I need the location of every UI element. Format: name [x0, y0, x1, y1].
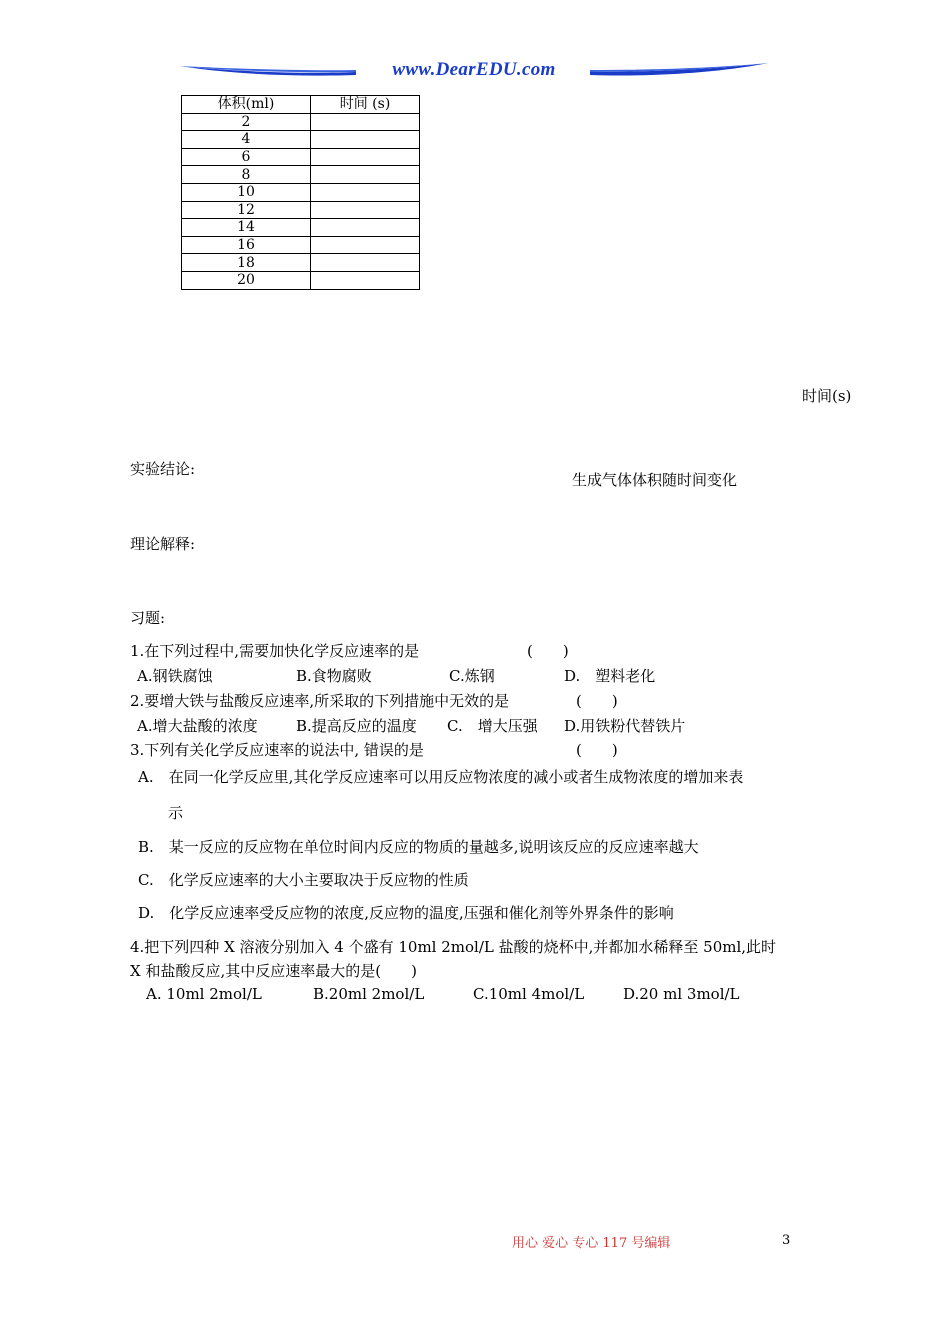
question-1-stem: 1.在下列过程中,需要加快化学反应速率的是 — [130, 642, 420, 660]
question-1-option-a: A.钢铁腐蚀 — [137, 667, 213, 685]
table-row — [182, 113, 420, 131]
volume-cell: 20 — [182, 271, 311, 289]
volume-cell: 8 — [182, 166, 311, 184]
volume-cell: 6 — [182, 148, 311, 166]
table-row — [182, 131, 420, 149]
site-logo-text: www.DearEDU.com — [392, 59, 556, 80]
question-2-option-a: A.增大盐酸的浓度 — [137, 717, 258, 735]
question-3-answer-bracket: ( ) — [576, 741, 618, 759]
question-3-option-c: C. 化学反应速率的大小主要取决于反应物的性质 — [138, 871, 469, 889]
question-4-option-a: A. 10ml 2mol/L — [146, 985, 262, 1003]
question-2-option-c: C. 增大压强 — [447, 717, 538, 735]
table-row — [182, 183, 420, 201]
question-3-option-d: D. 化学反应速率受反应物的浓度,反应物的温度,压强和催化剂等外界条件的影响 — [138, 904, 674, 922]
question-4-stem-line-1: 4.把下列四种 X 溶液分别加入 4 个盛有 10ml 2mol/L 盐酸的烧杯中,并都加水稀释至 50ml,此时 — [130, 938, 777, 956]
volume-cell: 14 — [182, 219, 311, 237]
page-header — [178, 58, 770, 84]
table-row — [182, 148, 420, 166]
question-1-option-d: D. 塑料老化 — [564, 667, 656, 685]
time-cell — [311, 183, 420, 201]
time-cell — [311, 166, 420, 184]
volume-cell: 18 — [182, 254, 311, 272]
time-cell — [311, 148, 420, 166]
time-cell — [311, 271, 420, 289]
question-3-stem: 3.下列有关化学反应速率的说法中, 错误的是 — [130, 741, 424, 759]
question-4-stem-line-2: X 和盐酸反应,其中反应速率最大的是( ) — [130, 962, 417, 980]
graph-caption: 生成气体体积随时间变化 — [572, 471, 738, 489]
volume-cell: 10 — [182, 183, 311, 201]
table-row — [182, 236, 420, 254]
question-2-answer-bracket: ( ) — [576, 692, 618, 710]
table-row — [182, 166, 420, 184]
question-2-option-b: B.提高反应的温度 — [296, 717, 417, 735]
time-cell — [311, 131, 420, 149]
graph-time-axis-label: 时间(s) — [802, 387, 852, 405]
question-2-option-d: D.用铁粉代替铁片 — [564, 717, 686, 735]
question-4-option-d: D.20 ml 3mol/L — [623, 985, 740, 1003]
time-cell — [311, 113, 420, 131]
table-header-row — [182, 96, 420, 114]
volume-time-table — [181, 95, 420, 290]
table-row — [182, 271, 420, 289]
volume-cell: 2 — [182, 113, 311, 131]
question-1-answer-bracket: ( ) — [527, 642, 569, 660]
time-cell — [311, 201, 420, 219]
column-header-time: 时间 (s) — [311, 96, 420, 114]
time-cell — [311, 254, 420, 272]
question-4-option-c: C.10ml 4mol/L — [473, 985, 585, 1003]
volume-cell: 12 — [182, 201, 311, 219]
column-header-volume: 体积(ml) — [182, 96, 311, 114]
table-row — [182, 219, 420, 237]
table-row — [182, 254, 420, 272]
time-cell — [311, 219, 420, 237]
question-3-option-a-continued: 示 — [168, 804, 184, 822]
volume-cell: 4 — [182, 131, 311, 149]
question-1-option-b: B.食物腐败 — [296, 667, 372, 685]
question-4-option-b: B.20ml 2mol/L — [313, 985, 425, 1003]
page-number: 3 — [782, 1233, 791, 1248]
question-3-option-b: B. 某一反应的反应物在单位时间内反应的物质的量越多,说明该反应的反应速率越大 — [138, 838, 699, 856]
time-cell — [311, 236, 420, 254]
exercises-heading: 习题: — [130, 609, 166, 627]
table-row — [182, 201, 420, 219]
volume-cell: 16 — [182, 236, 311, 254]
conclusion-heading: 实验结论: — [130, 460, 196, 478]
footer-motto: 用心 爱心 专心 117 号编辑 — [512, 1236, 671, 1251]
question-1-option-c: C.炼钢 — [449, 667, 495, 685]
question-2-stem: 2.要增大铁与盐酸反应速率,所采取的下列措施中无效的是 — [130, 692, 510, 710]
question-3-option-a: A. 在同一化学反应里,其化学反应速率可以用反应物浓度的减小或者生成物浓度的增加来表 — [138, 768, 744, 786]
explanation-heading: 理论解释: — [130, 535, 196, 553]
